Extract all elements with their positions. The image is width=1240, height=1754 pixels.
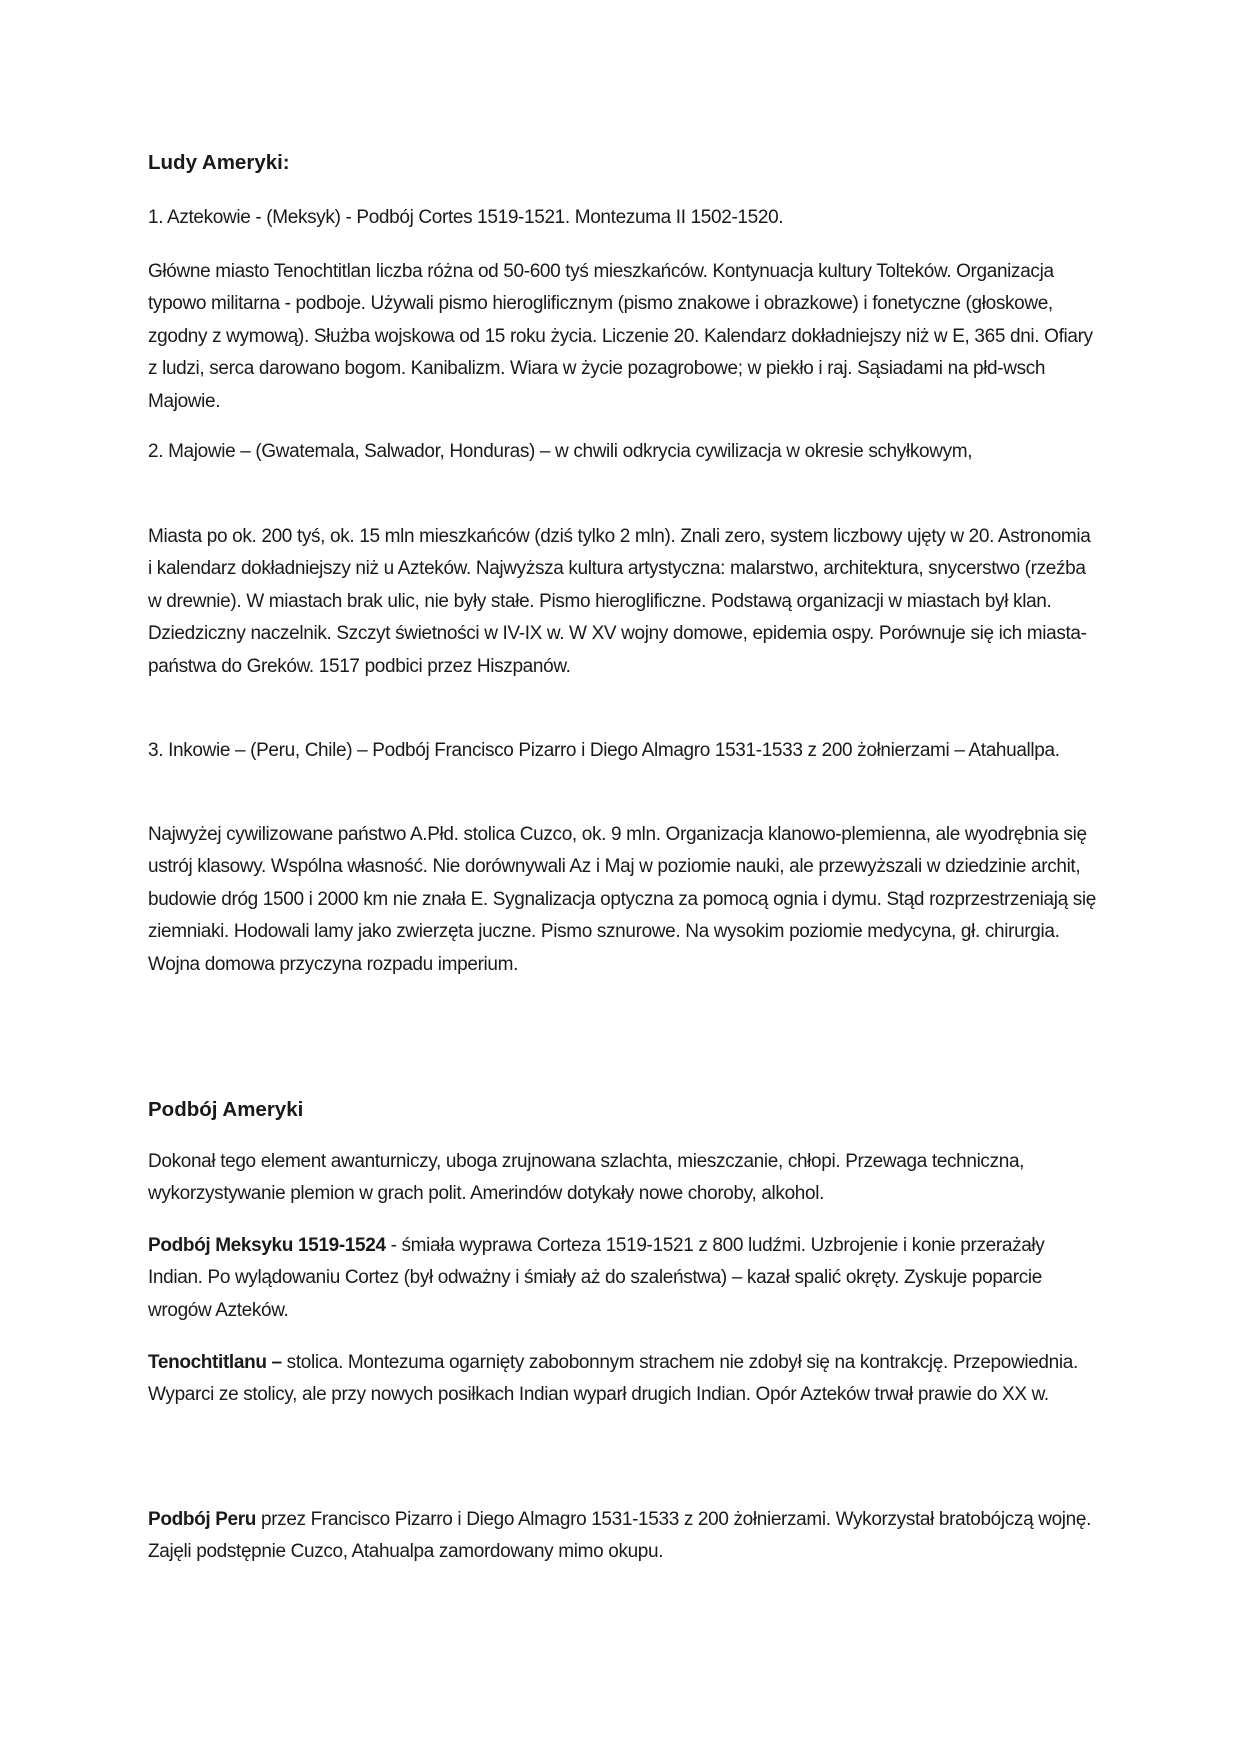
text-podboj-peru: przez Francisco Pizarro i Diego Almagro 1531-1533 z 200 żołnierzami. Wykorzystał bratobójczą wojnę. Zajęli podstępnie Cuzco, Atahualpa zamordowany mimo okupu. — [148, 1509, 1092, 1563]
paragraph-podboj-peru — [148, 1504, 1098, 1569]
text-tenochtitlanu: stolica. Montezuma ogarnięty zabobonnym strachem nie zdobył się na kontrakcję. Przepowiednia. Wyparci ze stolicy, ale przy nowych posiłkach Indian wyparł drugich Indian. Opór Azteków trwał prawie do XX w. — [148, 1352, 1078, 1406]
text-podboj-meksyku: - śmiała wyprawa Corteza 1519-1521 z 800 ludźmi. Uzbrojenie i konie przerażały Indian. Po wylądowaniu Cortez (był odważny i śmiały aż do szaleństwa) – kazał spalić okręty. Zyskuje poparcie wrogów Azteków. — [148, 1235, 1045, 1321]
paragraph-majowie-intro: 2. Majowie – (Gwatemala, Salwador, Honduras) – w chwili odkrycia cywilizacja w okresie schyłkowym, — [148, 441, 973, 462]
paragraph-podboj-intro: Dokonał tego element awanturniczy, uboga zrujnowana szlachta, mieszczanie, chłopi. Przewaga techniczna, wykorzystywanie plemion w grach polit. Amerindów dotykały nowe choroby, alkohol. — [148, 1151, 1025, 1205]
paragraph-aztekowie-details: Główne miasto Tenochtitlan liczba różna od 50-600 tyś mieszkańców. Kontynuacja kultury Tolteków. Organizacja typowo militarna - podboje. Używali pismo hieroglificznym (pismo znakowe i obrazkowe) i fonetyczne (głoskowe, zgodny z wymową). Służba wojskowa od 15 roku życia. Liczenie 20. Kalendarz dokładniejszy niż w E, 365 dni. Ofiary z ludzi, serca darowano bogom. Kanibalizm. Wiara w życie pozagrobowe; w piekło i raj. Sąsiadami na płd-wsch Majowie. — [148, 261, 1093, 412]
paragraph-majowie-details: Miasta po ok. 200 tyś, ok. 15 mln mieszkańców (dziś tylko 2 mln). Znali zero, system liczbowy ujęty w 20. Astronomia i kalendarz dokładniejszy niż u Azteków. Najwyższa kultura artystyczna: malarstwo, architektura, snycerstwo (rzeźba w drewnie). W miastach brak ulic, nie były stałe. Pismo hieroglificzne. Podstawą organizacji w miastach był klan. Dziedziczny naczelnik. Szczyt świetności w IV-IX w. W XV wojny domowe, epidemia ospy. Porównuje się ich miasta-państwa do Greków. 1517 podbici przez Hiszpanów. — [148, 526, 1091, 677]
label-podboj-peru: Podbój Peru — [148, 1509, 257, 1530]
label-tenochtitlanu: Tenochtitlanu – — [148, 1352, 282, 1373]
heading-ludy-ameryki: Ludy Ameryki: — [148, 151, 290, 174]
paragraph-tenochtitlan — [148, 1347, 1098, 1412]
label-podboj-meksyku: Podbój Meksyku 1519-1524 — [148, 1235, 386, 1256]
paragraph-inkowie-intro: 3. Inkowie – (Peru, Chile) – Podbój Francisco Pizarro i Diego Almagro 1531-1533 z 200 żołnierzami – Atahuallpa. — [148, 740, 1060, 761]
paragraph-inkowie-details: Najwyżej cywilizowane państwo A.Płd. stolica Cuzco, ok. 9 mln. Organizacja klanowo-plemienna, ale wyodrębnia się ustrój klasowy. Wspólna własność. Nie dorównywali Az i Maj w poziomie nauki, ale przewyższali w dziedzinie archit, budowie dróg 1500 i 2000 km nie znała E. Sygnalizacja optyczna za pomocą ognia i dymu. Stąd rozprzestrzeniają się ziemniaki. Hodowali lamy jako zwierzęta juczne. Pismo sznurowe. Na wysokim poziomie medycyna, gł. chirurgia. Wojna domowa przyczyna rozpadu imperium. — [148, 824, 1096, 975]
paragraph-aztekowie-intro: 1. Aztekowie - (Meksyk) - Podbój Cortes 1519-1521. Montezuma II 1502-1520. — [148, 207, 784, 228]
paragraph-podboj-meksyku — [148, 1230, 1098, 1327]
heading-podboj-ameryki: Podbój Ameryki — [148, 1098, 304, 1121]
